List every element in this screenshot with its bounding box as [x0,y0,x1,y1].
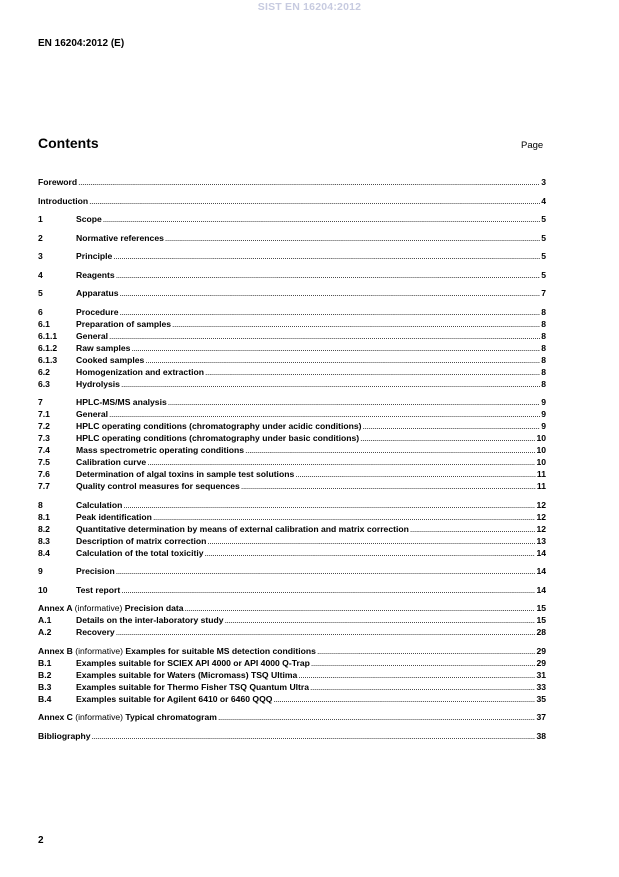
toc-entry-number: 4 [38,269,43,280]
toc-entry-title: Examples suitable for SCIEX API 4000 or API 4000 Q-Trap [76,657,310,668]
dot-leader [168,396,540,408]
toc-entry-number: 6.3 [38,378,50,389]
toc-entry[interactable] [38,602,546,614]
dot-leader [103,213,540,225]
toc-entry-number: 1 [38,214,43,224]
toc-entry-page: 4 [541,195,546,206]
toc-entry[interactable] [38,318,546,330]
annex-label: Annex B [38,645,73,656]
dot-leader [165,232,540,244]
annex-label: Annex C [38,712,73,722]
toc-entry-title: Examples suitable for Agilent 6410 or 6460 QQQ [76,693,273,704]
toc-entry-number: 8.1 [38,511,50,522]
toc-entry[interactable] [38,378,546,390]
dot-leader [311,657,536,669]
toc-entry[interactable] [38,468,546,480]
toc-entry-page: 14 [536,584,546,595]
toc-entry-page: 12 [536,511,546,522]
toc-entry-page: 3 [541,177,546,187]
dot-leader [207,535,535,547]
toc-entry-page: 5 [541,269,546,280]
dot-leader [295,468,536,480]
toc-entry-page: 11 [536,469,546,479]
toc-entry-number: 7.5 [38,457,50,467]
dot-leader [145,354,540,366]
toc-entry-title: Normative references [76,232,164,243]
toc-entry[interactable] [38,480,546,492]
toc-entry-page: 35 [536,693,546,704]
dot-leader [109,408,540,420]
toc-entry-title [38,711,217,723]
contents-heading: Contents [38,135,99,151]
dot-leader [410,523,536,535]
toc-entry-number: A.2 [38,627,52,637]
toc-entry-page: 29 [536,645,546,656]
annex-title: Typical chromatogram [125,712,217,722]
dot-leader [204,547,535,559]
toc-entry-title: Cooked samples [76,354,145,365]
toc-entry-page: 12 [536,523,546,534]
toc-entry[interactable] [38,499,546,511]
dot-leader [147,456,535,468]
watermark: SIST EN 16204:2012 [257,1,362,13]
dot-leader [241,480,536,492]
toc-entry-title: Raw samples [76,342,131,353]
dot-leader [78,176,540,188]
document-id: EN 16204:2012 (E) [38,38,125,49]
dot-leader [116,626,536,638]
toc-entry[interactable] [38,195,546,207]
dot-leader [113,250,540,262]
toc-entry[interactable] [38,420,546,432]
toc-entry-number: 2 [38,232,43,243]
toc-entry[interactable] [38,565,546,577]
toc-entry[interactable] [38,626,546,638]
toc-entry-title: Introduction [38,195,89,206]
toc-entry-title: General [76,330,109,341]
dot-leader [317,645,536,657]
page-number: 2 [38,835,44,846]
toc-entry-title: Quantitative determination by means of external calibration and matrix correction [76,523,409,534]
toc-entry-title: Quality control measures for sequences [76,481,240,491]
toc-entry-number: 6.1 [38,318,50,329]
toc-entry-title: Hydrolysis [76,378,120,389]
toc-entry-page: 8 [541,366,546,377]
toc-entry[interactable] [38,547,546,559]
toc-entry[interactable] [38,456,546,468]
toc-entry[interactable] [38,213,546,225]
toc-entry-number: B.1 [38,657,52,668]
dot-leader [116,269,541,281]
annex-title: Examples for suitable MS detection conditions [125,645,316,656]
toc-entry-number: 7.1 [38,409,50,419]
toc-entry-number: B.3 [38,681,52,692]
dot-leader [185,602,536,614]
dot-leader [116,565,536,577]
toc-entry[interactable] [38,432,546,444]
dot-leader [205,366,540,378]
toc-entry-title [38,645,316,657]
toc-entry[interactable] [38,693,546,705]
toc-entry[interactable] [38,523,546,535]
toc-entry-page: 5 [541,232,546,243]
toc-entry-number: 8.3 [38,535,50,546]
dot-leader [273,693,535,705]
toc-entry-title: Homogenization and extraction [76,366,204,377]
toc-entry-number: 10 [38,584,48,595]
toc-entry-number: 7.6 [38,469,50,479]
toc-entry-number: 7.7 [38,481,50,491]
toc-entry[interactable] [38,444,546,456]
toc-entry-number: 7.4 [38,445,50,455]
dot-leader [131,342,540,354]
toc-entry[interactable] [38,232,546,244]
toc-entry-title: Mass spectrometric operating conditions [76,445,245,455]
toc-entry-title: Recovery [76,627,115,637]
toc-entry-page: 10 [536,433,546,443]
dot-leader [120,306,541,318]
toc-entry-page: 13 [536,535,546,546]
annex-type: (informative) [74,603,123,613]
dot-leader [89,195,540,207]
toc-entry[interactable] [38,306,546,318]
toc-entry[interactable] [38,730,546,742]
toc-entry-title: General [76,409,109,419]
toc-entry[interactable] [38,176,546,188]
toc-entry-number: 8.2 [38,523,50,534]
toc-entry-title: Scope [76,214,102,224]
toc-entry-page: 5 [541,251,546,261]
toc-entry-page: 8 [541,318,546,329]
dot-leader [310,681,535,693]
annex-title: Precision data [124,603,184,613]
toc-entry[interactable] [38,330,546,342]
toc-entry-number: 9 [38,566,43,576]
dot-leader [298,669,535,681]
dot-leader [172,318,540,330]
toc-entry[interactable] [38,584,546,596]
dot-leader [360,432,535,444]
annex-type: (informative) [75,712,124,722]
toc-entry-title: HPLC-MS/MS analysis [76,397,167,407]
toc-entry-number: B.2 [38,669,52,680]
toc-entry[interactable] [38,396,546,408]
toc-entry[interactable] [38,657,546,669]
toc-entry[interactable] [38,342,546,354]
toc-entry-title: Procedure [76,306,119,317]
toc-entry-title: Peak identification [76,511,152,522]
toc-entry-title: Bibliography [38,730,91,741]
toc-entry-title: Principle [76,251,113,261]
toc-entry-title: Preparation of samples [76,318,172,329]
toc-entry-title: Reagents [76,269,115,280]
toc-entry-page: 28 [536,627,546,637]
toc-entry-page: 29 [536,657,546,668]
toc-entry[interactable] [38,408,546,420]
dot-leader [121,584,535,596]
toc-entry-page: 33 [536,681,546,692]
dot-leader [245,444,535,456]
toc-entry-page: 31 [536,669,546,680]
toc-entry[interactable] [38,614,546,626]
dot-leader [363,420,541,432]
toc-entry[interactable] [38,366,546,378]
annex-label: Annex A [38,603,73,613]
toc-entry-page: 9 [541,409,546,419]
toc-entry-title: Calculation of the total toxicitiy [76,547,204,558]
toc-entry-page: 37 [536,712,546,722]
dot-leader [121,378,540,390]
toc-entry-number: 7.3 [38,433,50,443]
toc-entry-page: 8 [541,330,546,341]
toc-entry-title: Calculation [76,499,123,510]
toc-entry[interactable] [38,669,546,681]
toc-entry-page: 5 [541,214,546,224]
toc-entry-title: HPLC operating conditions (chromatography under basic conditions) [76,433,360,443]
toc-entry-title: Calibration curve [76,457,147,467]
toc-entry-page: 14 [536,566,546,576]
toc-entry-number: 3 [38,251,43,261]
toc-entry-page: 10 [536,457,546,467]
toc-entry[interactable] [38,354,546,366]
toc-entry-number: 6.1.2 [38,342,58,353]
toc-entry-title: Apparatus [76,288,119,298]
toc-entry-page: 9 [541,397,546,407]
toc-entry-number: 8.4 [38,547,50,558]
toc-entry-page: 8 [541,378,546,389]
toc-entry-page: 7 [541,288,546,298]
toc-entry-title: Details on the inter-laboratory study [76,615,224,625]
dot-leader [123,499,535,511]
toc-entry-title: HPLC operating conditions (chromatography under acidic conditions) [76,421,362,431]
toc-entry-page: 8 [541,354,546,365]
toc-entry-page: 8 [541,306,546,317]
toc-entry-page: 15 [536,615,546,625]
toc-entry-number: 7.2 [38,421,50,431]
toc-entry-number: 6.1.1 [38,330,58,341]
toc-entry[interactable] [38,681,546,693]
page-column-label: Page [521,140,544,151]
dot-leader [120,287,541,299]
toc-entry-number: 6.2 [38,366,50,377]
dot-leader [225,614,536,626]
toc-entry-number: A.1 [38,615,52,625]
dot-leader [92,730,536,742]
toc-entry-page: 14 [536,547,546,558]
dot-leader [153,511,536,523]
toc-entry[interactable] [38,269,546,281]
toc-entry[interactable] [38,250,546,262]
dot-leader [109,330,540,342]
toc-entry-number: 5 [38,288,43,298]
toc-entry[interactable] [38,287,546,299]
toc-entry[interactable] [38,645,546,657]
toc-entry-number: B.4 [38,693,52,704]
toc-entry-title: Examples suitable for Waters (Micromass) TSQ Ultima [76,669,298,680]
annex-type: (informative) [75,645,124,656]
toc-entry-title: Test report [76,584,121,595]
toc-entry-page: 12 [536,499,546,510]
toc-entry-page: 15 [536,603,546,613]
toc-entry[interactable] [38,511,546,523]
toc-entry[interactable] [38,535,546,547]
toc-entry-title: Precision [76,566,115,576]
toc-entry-title [38,602,184,614]
table-of-contents [38,176,546,742]
toc-entry-title: Determination of algal toxins in sample test solutions [76,469,295,479]
toc-entry-page: 11 [536,481,546,491]
toc-entry-number: 6 [38,306,43,317]
toc-entry-title: Description of matrix correction [76,535,207,546]
toc-entry-page: 9 [541,421,546,431]
toc-entry-page: 38 [536,730,546,741]
toc-entry-number: 6.1.3 [38,354,58,365]
toc-entry-page: 8 [541,342,546,353]
toc-entry-title: Foreword [38,177,78,187]
dot-leader [218,711,536,723]
toc-entry-number: 8 [38,499,43,510]
toc-entry-title: Examples suitable for Thermo Fisher TSQ Quantum Ultra [76,681,310,692]
toc-entry-page: 10 [536,445,546,455]
toc-entry-number: 7 [38,397,43,407]
toc-entry[interactable] [38,711,546,723]
